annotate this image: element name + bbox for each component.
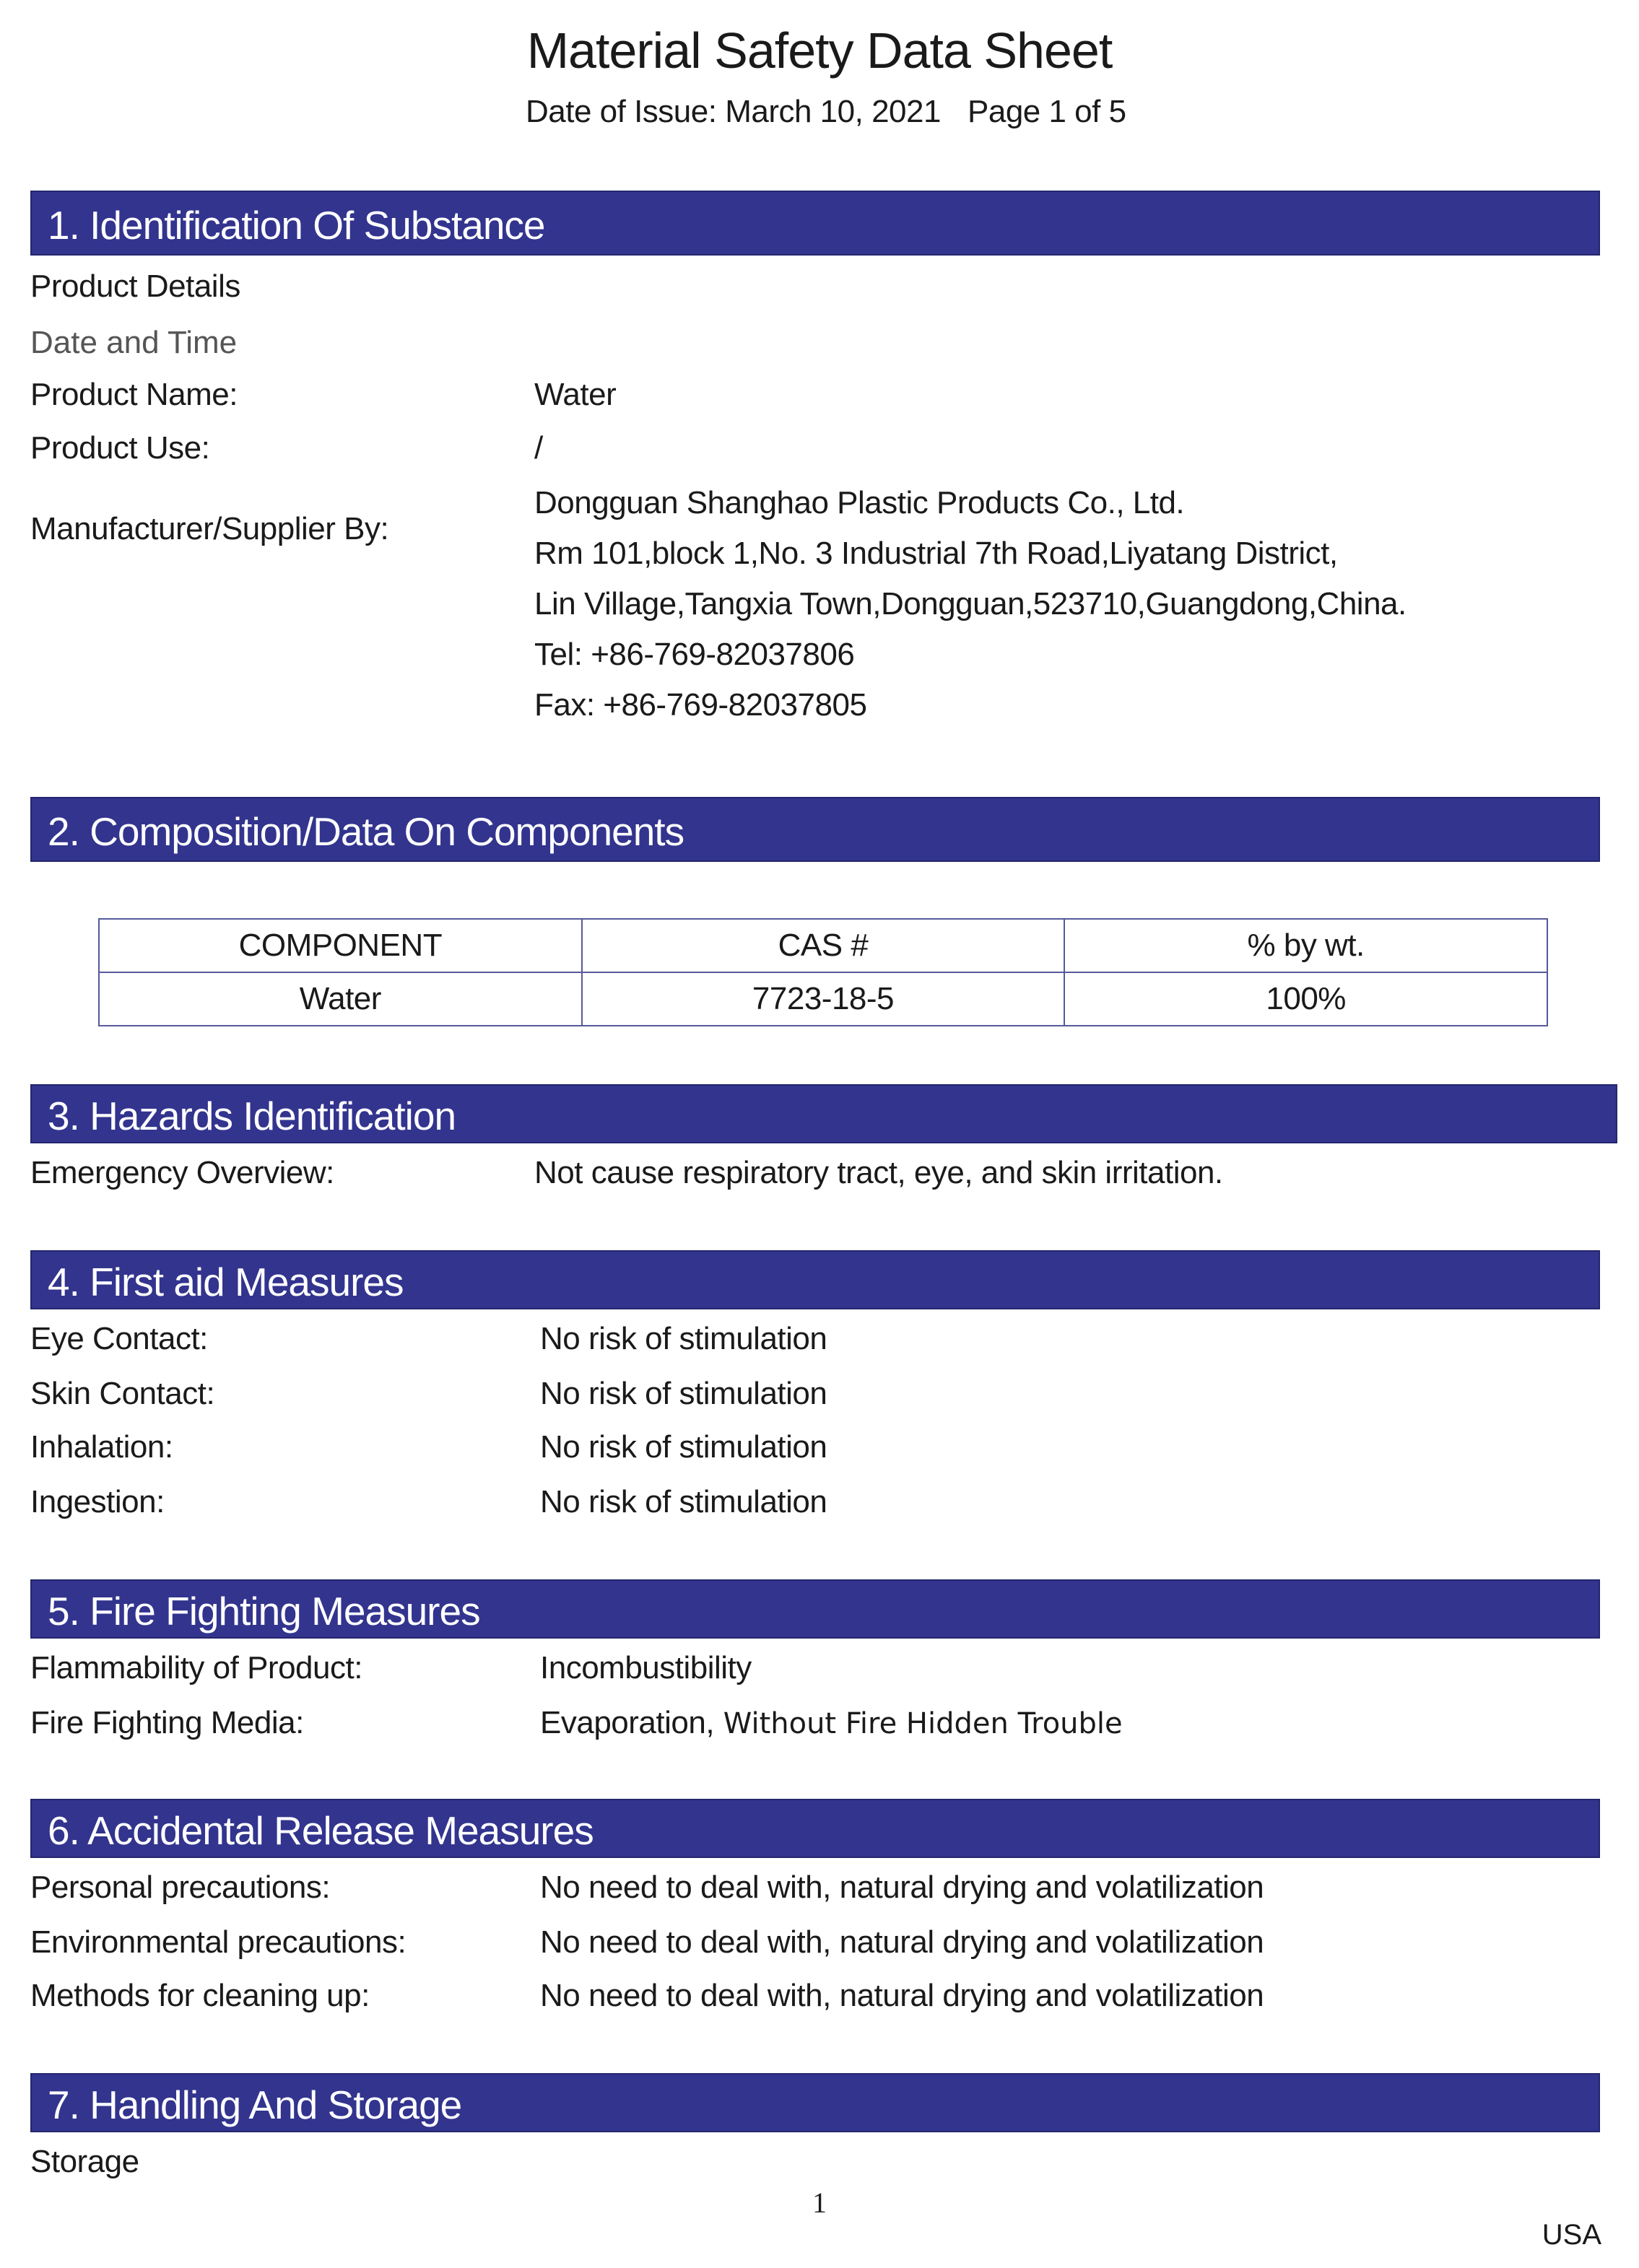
skin-contact-label: Skin Contact:: [30, 1376, 215, 1411]
cleaning-methods-label: Methods for cleaning up:: [30, 1978, 370, 2013]
manufacturer-fax: Fax: +86-769-82037805: [534, 687, 867, 723]
table-header-row: [99, 919, 1547, 972]
ingestion-value: No risk of stimulation: [540, 1484, 827, 1519]
composition-table: [98, 918, 1548, 1026]
flammability-value: Incombustibility: [540, 1650, 752, 1685]
component-cell: Water: [99, 972, 582, 1026]
product-use-label: Product Use:: [30, 430, 210, 466]
ingestion-label: Ingestion:: [30, 1484, 165, 1519]
personal-precautions-label: Personal precautions:: [30, 1870, 331, 1905]
column-header-weight: % by wt.: [1064, 919, 1547, 972]
section-3-title: 3. Hazards Identification: [48, 1094, 456, 1138]
section-4-title: 4. First aid Measures: [48, 1260, 404, 1304]
flammability-label: Flammability of Product:: [30, 1650, 362, 1685]
manufacturer-tel: Tel: +86-769-82037806: [534, 637, 855, 672]
document-title: Material Safety Data Sheet: [526, 22, 1113, 79]
emergency-overview-label: Emergency Overview:: [30, 1155, 334, 1190]
table-row: [99, 972, 1547, 1026]
environmental-precautions-value: No need to deal with, natural drying and volatilization: [540, 1924, 1264, 1960]
section-5-title: 5. Fire Fighting Measures: [48, 1589, 480, 1634]
personal-precautions-value: No need to deal with, natural drying and volatilization: [540, 1870, 1264, 1905]
section-7-title: 7. Handling And Storage: [48, 2082, 462, 2127]
page-number: 1: [812, 2186, 827, 2219]
section-6-header: [30, 1799, 1600, 1858]
column-header-component: COMPONENT: [99, 919, 582, 972]
manufacturer-label: Manufacturer/Supplier By:: [30, 511, 389, 546]
cas-cell: 7723-18-5: [582, 972, 1065, 1026]
manufacturer-company: Dongguan Shanghao Plastic Products Co., Ltd.: [534, 485, 1185, 520]
eye-contact-label: Eye Contact:: [30, 1321, 208, 1356]
manufacturer-address-line-2: Lin Village,Tangxia Town,Dongguan,523710,Guangdong,China.: [534, 586, 1407, 621]
section-2-header: [30, 797, 1600, 862]
cleaning-methods-value: No need to deal with, natural drying and volatilization: [540, 1978, 1264, 2013]
weight-cell: 100%: [1064, 972, 1547, 1026]
product-use-value: /: [534, 430, 543, 466]
section-7-header: [30, 2073, 1600, 2132]
fire-fighting-media-value: [540, 1705, 1123, 1741]
fire-fighting-media-main: Evaporation,: [540, 1705, 715, 1740]
fire-fighting-media-label: Fire Fighting Media:: [30, 1705, 304, 1740]
environmental-precautions-label: Environmental precautions:: [30, 1924, 407, 1960]
section-6-title: 6. Accidental Release Measures: [48, 1808, 594, 1853]
emergency-overview-value: Not cause respiratory tract, eye, and skin irritation.: [534, 1155, 1223, 1190]
section-1-header: [30, 191, 1600, 256]
product-details-heading: Product Details: [30, 269, 240, 304]
fire-fighting-media-extra: Without Fire Hidden Trouble: [714, 1707, 1123, 1740]
product-name-value: Water: [534, 377, 617, 412]
column-header-cas: CAS #: [582, 919, 1065, 972]
section-4-header: [30, 1250, 1600, 1309]
date-and-time-label: Date and Time: [30, 325, 238, 360]
storage-heading: Storage: [30, 2144, 139, 2179]
section-2-title: 2. Composition/Data On Components: [48, 809, 684, 854]
eye-contact-value: No risk of stimulation: [540, 1321, 827, 1356]
country-label: USA: [1542, 2219, 1601, 2251]
section-3-header: [30, 1084, 1617, 1143]
inhalation-value: No risk of stimulation: [540, 1429, 827, 1465]
issue-date: Date of Issue: March 10, 2021: [526, 94, 941, 129]
inhalation-label: Inhalation:: [30, 1429, 173, 1465]
page-indicator: Page 1 of 5: [968, 94, 1126, 129]
skin-contact-value: No risk of stimulation: [540, 1376, 827, 1411]
manufacturer-address-line-1: Rm 101,block 1,No. 3 Industrial 7th Road,Liyatang District,: [534, 536, 1338, 571]
section-1-title: 1. Identification Of Substance: [48, 203, 545, 248]
product-name-label: Product Name:: [30, 377, 238, 412]
section-5-header: [30, 1579, 1600, 1639]
